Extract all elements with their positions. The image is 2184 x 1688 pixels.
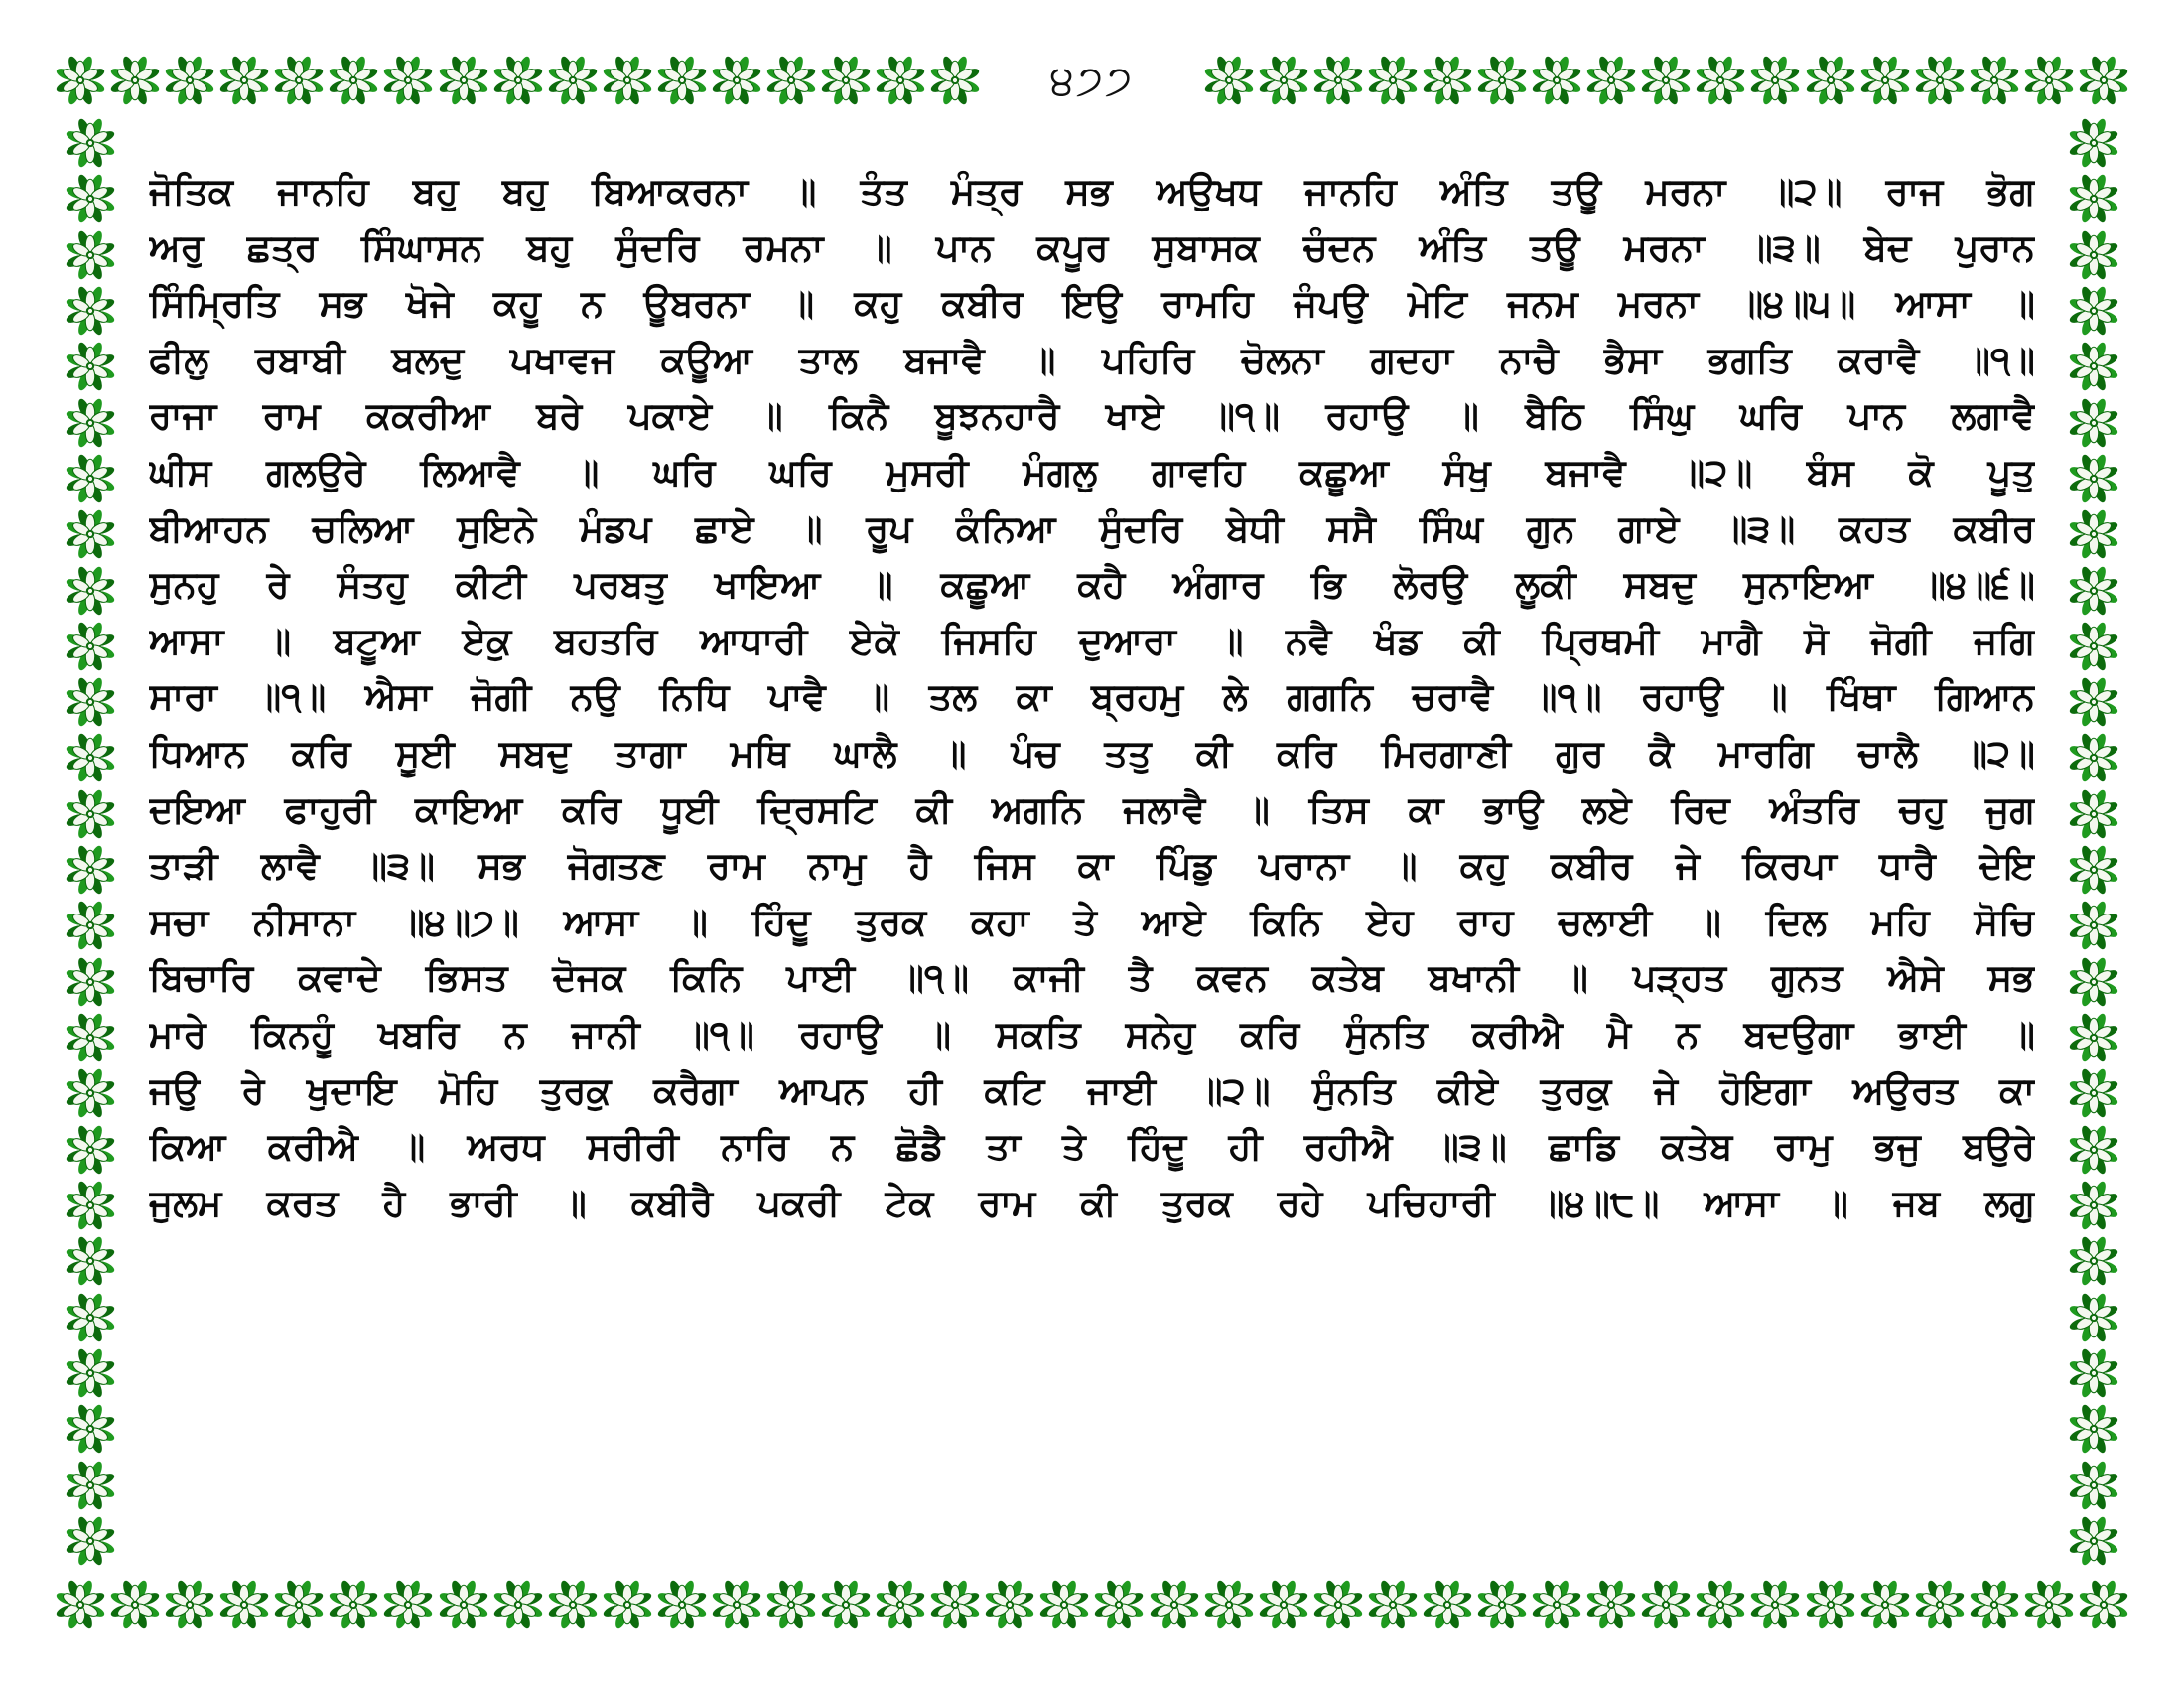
green-white-flower-icon — [2023, 1579, 2075, 1630]
green-white-flower-icon — [2068, 1292, 2119, 1343]
green-white-flower-icon — [765, 55, 817, 106]
green-white-flower-icon — [1640, 1579, 1692, 1630]
green-white-flower-icon — [2078, 55, 2129, 106]
green-white-flower-icon — [1969, 1579, 2020, 1630]
page-number-box — [983, 48, 1201, 113]
green-white-flower-icon — [1749, 1579, 1801, 1630]
green-white-flower-icon — [1476, 55, 1528, 106]
green-white-flower-icon — [438, 1579, 489, 1630]
green-white-flower-icon — [328, 55, 379, 106]
verse-line: ਫੀਲੁ ਰਬਾਬੀ ਬਲਦੁ ਪਖਾਵਜ ਕਊਆ ਤਾਲ ਬਜਾਵੈ ॥ ਪਹਿਰਿ ਚੋਲਨਾ ਗਦਹਾ ਨਾਚੈ ਭੈਸਾ ਭਗਤਿ ਕਰਾਵੈ ॥੧॥ — [149, 338, 2035, 381]
green-white-flower-icon — [875, 55, 926, 106]
green-white-flower-icon — [656, 1579, 708, 1630]
green-white-flower-icon — [2068, 621, 2119, 672]
green-white-flower-icon — [382, 1579, 434, 1630]
verse-line: ਜੋਤਿਕ ਜਾਨਹਿ ਬਹੁ ਬਹੁ ਬਿਆਕਰਨਾ ॥ ਤੰਤ ਮੰਤ੍ਰ ਸਭ ਅਉਖਧ ਜਾਨਹਿ ਅੰਤਿ ਤਊ ਮਰਨਾ ॥੨॥ ਰਾਜ ਭੋਗ — [149, 170, 2035, 212]
green-white-flower-icon — [65, 621, 116, 672]
green-white-flower-icon — [65, 229, 116, 281]
green-white-flower-icon — [2068, 453, 2119, 504]
green-white-flower-icon — [2068, 956, 2119, 1008]
green-white-flower-icon — [55, 55, 106, 106]
green-white-flower-icon — [929, 55, 981, 106]
green-white-flower-icon — [218, 55, 270, 106]
verse-line: ਬੀਆਹਨ ਚਲਿਆ ਸੁਇਨੇ ਮੰਡਪ ਛਾਏ ॥ ਰੂਪ ਕੰਨਿਆ ਸੁੰਦਰਿ ਬੇਧੀ ਸਸੈ ਸਿੰਘ ਗੁਨ ਗਾਏ ॥੩॥ ਕਹਤ ਕਬੀਰ — [149, 506, 2035, 550]
green-white-flower-icon — [109, 55, 161, 106]
green-white-flower-icon — [65, 956, 116, 1008]
green-white-flower-icon — [1312, 55, 1364, 106]
green-white-flower-icon — [2068, 229, 2119, 281]
green-white-flower-icon — [602, 55, 653, 106]
verse-line: ਕਿਆ ਕਰੀਐ ॥ ਅਰਧ ਸਰੀਰੀ ਨਾਰਿ ਨ ਛੋਡੈ ਤਾ ਤੇ ਹਿੰਦੂ ਹੀ ਰਹੀਐ ॥੩॥ ਛਾਡਿ ਕਤੇਬ ਰਾਮੁ ਭਜੁ ਬਉਰੇ — [149, 1125, 2035, 1169]
green-white-flower-icon — [382, 55, 434, 106]
green-white-flower-icon — [2068, 732, 2119, 783]
green-white-flower-icon — [65, 732, 116, 783]
verse-line: ਦਇਆ ਫਾਹੁਰੀ ਕਾਇਆ ਕਰਿ ਧੂਈ ਦ੍ਰਿਸਟਿ ਕੀ ਅਗਨਿ ਜਲਾਵੈ ॥ ਤਿਸ ਕਾ ਭਾਉ ਲਏ ਰਿਦ ਅੰਤਰਿ ਚਹੁ ਜੁਗ — [149, 787, 2035, 831]
green-white-flower-icon — [2068, 565, 2119, 617]
green-white-flower-icon — [65, 900, 116, 951]
green-white-flower-icon — [2068, 676, 2119, 728]
green-white-flower-icon — [2068, 844, 2119, 896]
green-white-flower-icon — [1422, 1579, 1473, 1630]
verse-line: ਆਸਾ ॥ ਬਟੂਆ ਏਕੁ ਬਹਤਰਿ ਆਧਾਰੀ ਏਕੋ ਜਿਸਹਿ ਦੁਆਰਾ ॥ ਨਵੈ ਖੰਡ ਕੀ ਪ੍ਰਿਥਮੀ ਮਾਗੈ ਸੋ ਜੋਗੀ ਜਗਿ — [149, 619, 2035, 662]
green-white-flower-icon — [2068, 1515, 2119, 1567]
green-white-flower-icon — [65, 1347, 116, 1399]
green-white-flower-icon — [65, 1515, 116, 1567]
green-white-flower-icon — [602, 1579, 653, 1630]
green-white-flower-icon — [65, 1292, 116, 1343]
green-white-flower-icon — [164, 1579, 215, 1630]
green-white-flower-icon — [65, 788, 116, 840]
green-white-flower-icon — [1914, 55, 1966, 106]
green-white-flower-icon — [1367, 55, 1419, 106]
green-white-flower-icon — [1695, 1579, 1746, 1630]
green-white-flower-icon — [1422, 55, 1473, 106]
green-white-flower-icon — [65, 1124, 116, 1176]
green-white-flower-icon — [765, 1579, 817, 1630]
green-white-flower-icon — [2068, 788, 2119, 840]
verse-line: ਸਚਾ ਨੀਸਾਨਾ ॥੪॥੭॥ ਆਸਾ ॥ ਹਿੰਦੂ ਤੁਰਕ ਕਹਾ ਤੇ ਆਏ ਕਿਨਿ ਏਹ ਰਾਹ ਚਲਾਈ ॥ ਦਿਲ ਮਹਿ ਸੋਚਿ — [149, 900, 2035, 943]
green-white-flower-icon — [547, 55, 599, 106]
bottom-flower-border — [55, 1569, 2129, 1640]
green-white-flower-icon — [1367, 1579, 1419, 1630]
verse-line: ਸਾਰਾ ॥੧॥ ਐਸਾ ਜੋਗੀ ਨਉ ਨਿਧਿ ਪਾਵੈ ॥ ਤਲ ਕਾ ਬ੍ਰਹਮੁ ਲੇ ਗਗਨਿ ਚਰਾਵੈ ॥੧॥ ਰਹਾਉ ॥ ਖਿੰਥਾ ਗਿਆਨ — [149, 675, 2035, 719]
green-white-flower-icon — [1859, 55, 1911, 106]
verse-line: ਰਾਜਾ ਰਾਮ ਕਕਰੀਆ ਬਰੇ ਪਕਾਏ ॥ ਕਿਨੈ ਬੂਝਨਹਾਰੈ ਖਾਏ ॥੧॥ ਰਹਾਉ ॥ ਬੈਠਿ ਸਿੰਘੁ ਘਰਿ ਪਾਨ ਲਗਾਵੈ — [149, 394, 2035, 438]
green-white-flower-icon — [1749, 55, 1801, 106]
green-white-flower-icon — [273, 55, 325, 106]
green-white-flower-icon — [65, 676, 116, 728]
verse-line: ਮਾਰੇ ਕਿਨਹੂੰ ਖਬਰਿ ਨ ਜਾਨੀ ॥੧॥ ਰਹਾਉ ॥ ਸਕਤਿ ਸਨੇਹੁ ਕਰਿ ਸੁੰਨਤਿ ਕਰੀਐ ਮੈ ਨ ਬਦਉਗਾ ਭਾਈ ॥ — [149, 1012, 2035, 1055]
green-white-flower-icon — [2068, 1347, 2119, 1399]
green-white-flower-icon — [1695, 55, 1746, 106]
green-white-flower-icon — [65, 285, 116, 337]
green-white-flower-icon — [1640, 55, 1692, 106]
green-white-flower-icon — [65, 1235, 116, 1287]
green-white-flower-icon — [1203, 55, 1255, 106]
verse-line: ਜਉ ਰੇ ਖੁਦਾਇ ਮੋਹਿ ਤੁਰਕੁ ਕਰੈਗਾ ਆਪਨ ਹੀ ਕਟਿ ਜਾਈ ॥੨॥ ਸੁੰਨਤਿ ਕੀਏ ਤੁਰਕੁ ਜੇ ਹੋਇਗਾ ਅਉਰਤ ਕਾ — [149, 1068, 2035, 1112]
green-white-flower-icon — [1093, 1579, 1145, 1630]
green-white-flower-icon — [438, 55, 489, 106]
green-white-flower-icon — [65, 508, 116, 560]
green-white-flower-icon — [65, 397, 116, 449]
green-white-flower-icon — [65, 565, 116, 617]
green-white-flower-icon — [65, 1403, 116, 1455]
green-white-flower-icon — [109, 1579, 161, 1630]
green-white-flower-icon — [2023, 55, 2075, 106]
green-white-flower-icon — [656, 55, 708, 106]
verse-line: ਧਿਆਨ ਕਰਿ ਸੂਈ ਸਬਦੁ ਤਾਗਾ ਮਥਿ ਘਾਲੈ ॥ ਪੰਚ ਤਤੁ ਕੀ ਕਰਿ ਮਿਰਗਾਣੀ ਗੁਰ ਕੈ ਮਾਰਗਿ ਚਾਲੈ ॥੨॥ — [149, 731, 2035, 774]
green-white-flower-icon — [65, 453, 116, 504]
green-white-flower-icon — [1914, 1579, 1966, 1630]
green-white-flower-icon — [273, 1579, 325, 1630]
green-white-flower-icon — [55, 1579, 106, 1630]
green-white-flower-icon — [65, 117, 116, 169]
green-white-flower-icon — [218, 1579, 270, 1630]
verse-line: ਬਿਚਾਰਿ ਕਵਾਦੇ ਭਿਸਤ ਦੋਜਕ ਕਿਨਿ ਪਾਈ ॥੧॥ ਕਾਜੀ ਤੈ ਕਵਨ ਕਤੇਬ ਬਖਾਨੀ ॥ ਪੜ੍ਹਤ ਗੁਨਤ ਐਸੇ ਸਭ — [149, 956, 2035, 1000]
green-white-flower-icon — [65, 1067, 116, 1119]
green-white-flower-icon — [2078, 1579, 2129, 1630]
green-white-flower-icon — [1531, 1579, 1582, 1630]
green-white-flower-icon — [984, 1579, 1035, 1630]
green-white-flower-icon — [164, 55, 215, 106]
green-white-flower-icon — [547, 1579, 599, 1630]
green-white-flower-icon — [1203, 1579, 1255, 1630]
green-white-flower-icon — [2068, 397, 2119, 449]
verse-line: ਸੁਨਹੁ ਰੇ ਸੰਤਹੁ ਕੀਟੀ ਪਰਬਤੁ ਖਾਇਆ ॥ ਕਛੂਆ ਕਹੈ ਅੰਗਾਰ ਭਿ ਲੋਰਉ ਲੂਕੀ ਸਬਦੁ ਸੁਨਾਇਆ ॥੪॥੬॥ — [149, 563, 2035, 607]
green-white-flower-icon — [2068, 341, 2119, 392]
green-white-flower-icon — [2068, 173, 2119, 224]
green-white-flower-icon — [2068, 1012, 2119, 1063]
green-white-flower-icon — [2068, 1067, 2119, 1119]
green-white-flower-icon — [65, 1460, 116, 1511]
verse-line: ਸਿੰਮ੍ਰਿਤਿ ਸਭ ਖੋਜੇ ਕਹੂ ਨ ਊਬਰਨਾ ॥ ਕਹੁ ਕਬੀਰ ਇਉ ਰਾਮਹਿ ਜੰਪਉ ਮੇਟਿ ਜਨਮ ਮਰਨਾ ॥੪॥੫॥ ਆਸਾ ॥ — [149, 282, 2035, 326]
green-white-flower-icon — [1805, 1579, 1856, 1630]
green-white-flower-icon — [1585, 1579, 1637, 1630]
green-white-flower-icon — [820, 1579, 872, 1630]
green-white-flower-icon — [65, 1012, 116, 1063]
green-white-flower-icon — [2068, 1124, 2119, 1176]
green-white-flower-icon — [1969, 55, 2020, 106]
page-number: ੪੭੭ — [1049, 56, 1135, 104]
green-white-flower-icon — [820, 55, 872, 106]
green-white-flower-icon — [2068, 1403, 2119, 1455]
green-white-flower-icon — [1258, 55, 1309, 106]
green-white-flower-icon — [1258, 1579, 1309, 1630]
green-white-flower-icon — [1312, 1579, 1364, 1630]
green-white-flower-icon — [65, 1180, 116, 1231]
green-white-flower-icon — [1585, 55, 1637, 106]
verse-text-block — [149, 164, 2035, 1554]
right-flower-border — [2065, 117, 2122, 1567]
green-white-flower-icon — [2068, 285, 2119, 337]
green-white-flower-icon — [2068, 508, 2119, 560]
green-white-flower-icon — [492, 1579, 544, 1630]
verse-line: ਜੁਲਮ ਕਰਤ ਹੈ ਭਾਰੀ ॥ ਕਬੀਰੈ ਪਕਰੀ ਟੇਕ ਰਾਮ ਕੀ ਤੁਰਕ ਰਹੇ ਪਚਿਹਾਰੀ ॥੪॥੮॥ ਆਸਾ ॥ ਜਬ ਲਗੁ — [149, 1181, 2035, 1224]
green-white-flower-icon — [65, 173, 116, 224]
green-white-flower-icon — [1038, 1579, 1090, 1630]
green-white-flower-icon — [2068, 1235, 2119, 1287]
green-white-flower-icon — [1859, 1579, 1911, 1630]
green-white-flower-icon — [2068, 1460, 2119, 1511]
green-white-flower-icon — [1476, 1579, 1528, 1630]
green-white-flower-icon — [1805, 55, 1856, 106]
green-white-flower-icon — [711, 1579, 762, 1630]
green-white-flower-icon — [929, 1579, 981, 1630]
green-white-flower-icon — [2068, 1180, 2119, 1231]
verse-line: ਘੀਸ ਗਲਉਰੇ ਲਿਆਵੈ ॥ ਘਰਿ ਘਰਿ ਮੁਸਰੀ ਮੰਗਲੁ ਗਾਵਹਿ ਕਛੂਆ ਸੰਖੁ ਬਜਾਵੈ ॥੨॥ ਬੰਸ ਕੋ ਪੂਤੁ — [149, 450, 2035, 493]
green-white-flower-icon — [2068, 117, 2119, 169]
left-flower-border — [62, 117, 119, 1567]
green-white-flower-icon — [1531, 55, 1582, 106]
green-white-flower-icon — [492, 55, 544, 106]
green-white-flower-icon — [328, 1579, 379, 1630]
verse-line: ਤਾੜੀ ਲਾਵੈ ॥੩॥ ਸਭ ਜੋਗਤਣ ਰਾਮ ਨਾਮੁ ਹੈ ਜਿਸ ਕਾ ਪਿੰਡੁ ਪਰਾਨਾ ॥ ਕਹੁ ਕਬੀਰ ਜੇ ਕਿਰਪਾ ਧਾਰੈ ਦੇਇ — [149, 844, 2035, 888]
verse-line: ਅਰੁ ਛਤ੍ਰ ਸਿੰਘਾਸਨ ਬਹੁ ਸੁੰਦਰਿ ਰਮਨਾ ॥ ਪਾਨ ਕਪੂਰ ਸੁਬਾਸਕ ਚੰਦਨ ਅੰਤਿ ਤਊ ਮਰਨਾ ॥੩॥ ਬੇਦ ਪੁਰਾਨ — [149, 225, 2035, 269]
green-white-flower-icon — [65, 844, 116, 896]
green-white-flower-icon — [65, 341, 116, 392]
green-white-flower-icon — [1149, 1579, 1200, 1630]
green-white-flower-icon — [875, 1579, 926, 1630]
green-white-flower-icon — [711, 55, 762, 106]
green-white-flower-icon — [2068, 900, 2119, 951]
